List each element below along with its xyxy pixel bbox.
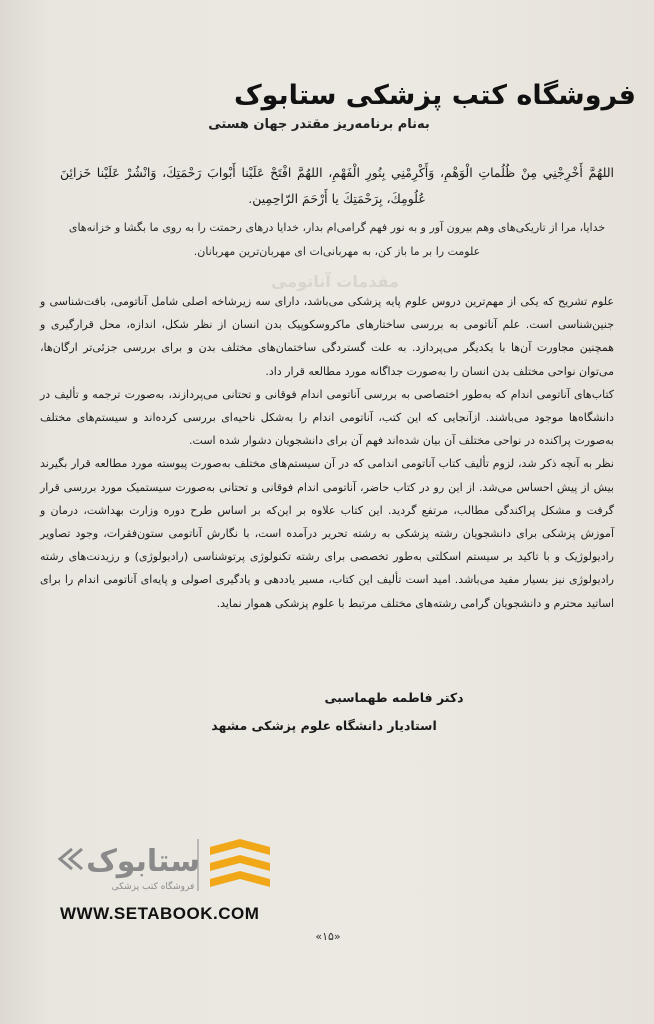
- double-arrow-icon: [60, 849, 82, 869]
- paragraph-1: علوم تشریح که یکی از مهم‌ترین دروس علوم پایه پزشکی می‌باشد، دارای سه زیرشاخه اصلی شامل آناتومی، بافت‌شناسی و جنین‌شناسی است. علم آناتومی به بررسی ساختارهای ماکروسکوپیک بدن انسان از نظر شکل، اندازه، محل قرارگیری و همچنین مجاورت آن‌ها با یکدیگر می‌پردازد. به علت گستردگی ساختمان‌های مختلف بدن و برای بررسی جزئی‌تر ارگان‌ها، می‌توان نواحی مختلف بدن انسان را به‌صورت جداگانه مورد مطالعه قرار داد.: [40, 295, 614, 378]
- paragraph-3: نظر به آنچه ذکر شد، لزوم تألیف کتاب آناتومی اندامی که در آن سیستم‌های مختلف به‌صورت پیوسته مورد مطالعه قرار بگیرند بیش از پیش احساس می‌شد. از این رو در کتاب حاضر، آناتومی اندام فوقانی و تحتانی به‌صورت سیستمیک مورد بررسی قرار گرفت و مشکل پراکندگی مطالب، مرتفع گردید. این کتاب علاوه بر این‌که بر اساس طرح دوره وزارت بهداشت، درمان و آموزش پزشکی برای دانشجویان رشته پزشکی به رشته تحریر درآمده است، با نگارش آناتومی ستون‌فقرات، وجود تصاویر رادیولوژیک و با تاکید بر سیستم اسکلتی به‌طور تخصصی برای رشته تکنولوژی پرتوشناسی (رادیولوژی) و رزیدنت‌های رشته رادیولوژی نیز بسیار مفید می‌باشد. امید است تألیف این کتاب، مسیر یاددهی و یادگیری اصولی و پایه‌ای آناتومی اندام را برای اساتید محترم و دانشجویان گرامی رشته‌های مختلف مرتبط با علوم پزشکی هموار نماید.: [40, 457, 614, 610]
- prayer-translation-line-1: خدایا، مرا از تاریکی‌های وهم بیرون آور و به نور فهم گرامی‌ام بدار، خدایا درهای رحمتت را به روی ما بگشا و خزانه‌های: [68, 221, 606, 234]
- store-title: فروشگاه کتب پزشکی ستابوک: [233, 80, 636, 111]
- website-url: WWW.SETABOOK.COM: [60, 904, 260, 923]
- prayer-translation-line-2: علومت را بر ما باز کن، به مهربانی‌ات ای مهربان‌ترین مهربانان.: [193, 245, 481, 258]
- page-number: «۱۵»: [315, 930, 341, 943]
- author-affiliation: استادیار دانشگاه علوم پزشکی مشهد: [211, 718, 437, 733]
- prayer-translation: [60, 216, 614, 264]
- page-subtitle: به‌نام برنامه‌ریز مقتدر جهان هستی: [208, 117, 430, 132]
- brand-wordmark: ستابوک: [86, 844, 200, 879]
- paragraph-2: کتاب‌های آناتومی اندام که به‌طور اختصاصی به بررسی آناتومی اندام فوقانی و تحتانی می‌پردازند، به‌صورت ترجمه و تألیف در دانشگاه‌ها موجود می‌باشند. ازآنجایی که این کتب، آناتومی اندام را به‌شکل ناحیه‌ای بررسی کرده‌اند و سیستم‌های مختلف به‌صورت پراکنده در نواحی مختلف آن بیان شده‌اند فهم آن برای دانشجویان دشوار شده است.: [40, 387, 614, 448]
- faint-show-through-title: مقدمات آناتومی: [271, 272, 399, 291]
- chevron-logo-icon: [210, 839, 270, 887]
- arabic-prayer: اللهُمَّ أَخْرِجْنِي مِنْ ظُلُماتِ الْوَهْمِ، وَأَكْرِمْنِي بِنُورِ الْفَهْمِ، اللهُمَّ افْتَحْ عَلَيْنا أَبْوابَ رَحْمَتِكَ، وَانْشُرْ عَلَيْنا خَزائِنَ عُلُومِكَ، بِرَحْمَتِكَ يا أَرْحَمَ الرّاحِمِين.: [60, 165, 614, 206]
- author-name: دکتر فاطمه طهماسبی: [324, 690, 464, 705]
- preface-body: [40, 290, 614, 615]
- logo-graphic: [48, 835, 288, 905]
- brand-tagline: فروشگاه کتب پزشکی: [111, 882, 195, 892]
- setabook-logo: [48, 835, 288, 905]
